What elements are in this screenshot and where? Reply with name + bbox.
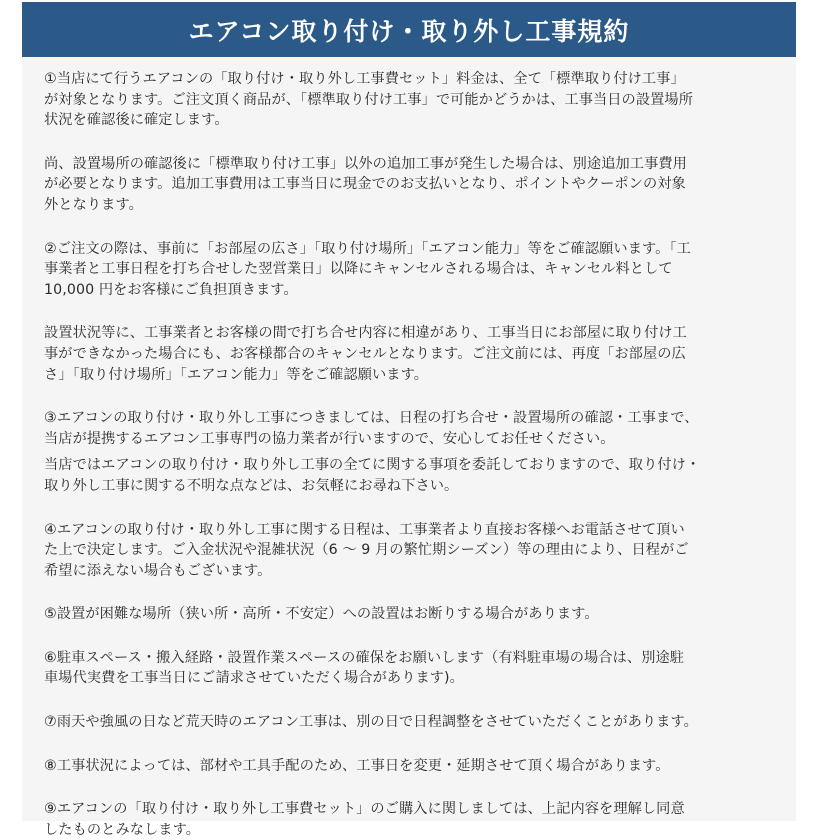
terms-paragraph-5: ③エアコンの取り付け・取り外し工事につきましては、日程の打ち合せ・設置場所の確認・工事まで、 当店が提携するエアコン工事専門の協力業者が行いますので、安心してお任せください。 (44, 410, 699, 447)
header-banner (22, 2, 796, 57)
terms-paragraph-9: ⑥駐車スペース・搬入経路・設置作業スペースの確保をお願いします（有料駐車場の場合は、別途駐 車場代実費を工事当日にご請求させていただく場合があります)。 (44, 649, 685, 687)
terms-paragraph-4: 設置状況等に、工事業者とお客様の間で打ち合せ内容に相違があり、工事当日にお部屋に取り付け工 事ができなかった場合にも、お客様都合のキャンセルとなります。ご注文前には、再度「お部屋の広 さ」「取り付け場所」「エアコン能力」等をご確認願います。 (44, 325, 687, 383)
terms-paragraph-8: ⑤設置が困難な場所（狭い所・高所・不安定）への設置はお断りする場合があります。 (44, 606, 599, 623)
terms-paragraph-6: 当店ではエアコンの取り付け・取り外し工事の全てに関する事項を委託しておりますので、取り付け・ 取り外し工事に関する不明な点などは、お気軽にお尋ね下さい。 (44, 457, 701, 494)
terms-paragraph-12: ⑨エアコンの「取り付け・取り外し工事費セット」のご購入に関しましては、上記内容を理解し同意 したものとみなします。 (44, 801, 685, 838)
terms-paragraph-3: ②ご注文の際は、事前に「お部屋の広さ」「取り付け場所」「エアコン能力」等をご確認願います。「工 事業者と工事日程を打ち合せした翌営業日」以降にキャンセルされる場合は、キャンセル料として 10,000 円をお客様にご負担頂きます。 (44, 240, 691, 298)
terms-paragraph-7: ④エアコンの取り付け・取り外し工事に関する日程は、工事業者より直接お客様へお電話させて頂い た上で決定します。ご入金状況や混雑状況（6 ～ 9 月の繁忙期シーズン）等の理由により、日程がご 希望に添えない場合もございます。 (44, 521, 689, 579)
terms-paragraph-11: ⑧工事状況によっては、部材や工具手配のため、工事日を変更・延期させて頂く場合があります。 (44, 757, 670, 774)
terms-paragraph-1: ①当店にて行うエアコンの「取り付け・取り外し工事費セット」料金は、全て「標準取り付け工事」 が対象となります。ご注文頂く商品が、「標準取り付け工事」で可能かどうかは、工事当日の設置場所 状況を確認後に確定します。 (44, 71, 693, 129)
terms-content (22, 57, 796, 838)
page-title: エアコン取り付け・取り外し工事規約 (188, 16, 630, 46)
terms-paragraph-10: ⑦雨天や強風の日など荒天時のエアコン工事は、別の日で日程調整をさせていただくことがあります。 (44, 714, 698, 731)
terms-paragraph-2: 尚、設置場所の確認後に「標準取り付け工事」以外の追加工事が発生した場合は、別途追加工事費用 が必要となります。追加工事費用は工事当日に現金でのお支払いとなり、ポイントやクーポンの対象 外となります。 (44, 155, 687, 213)
